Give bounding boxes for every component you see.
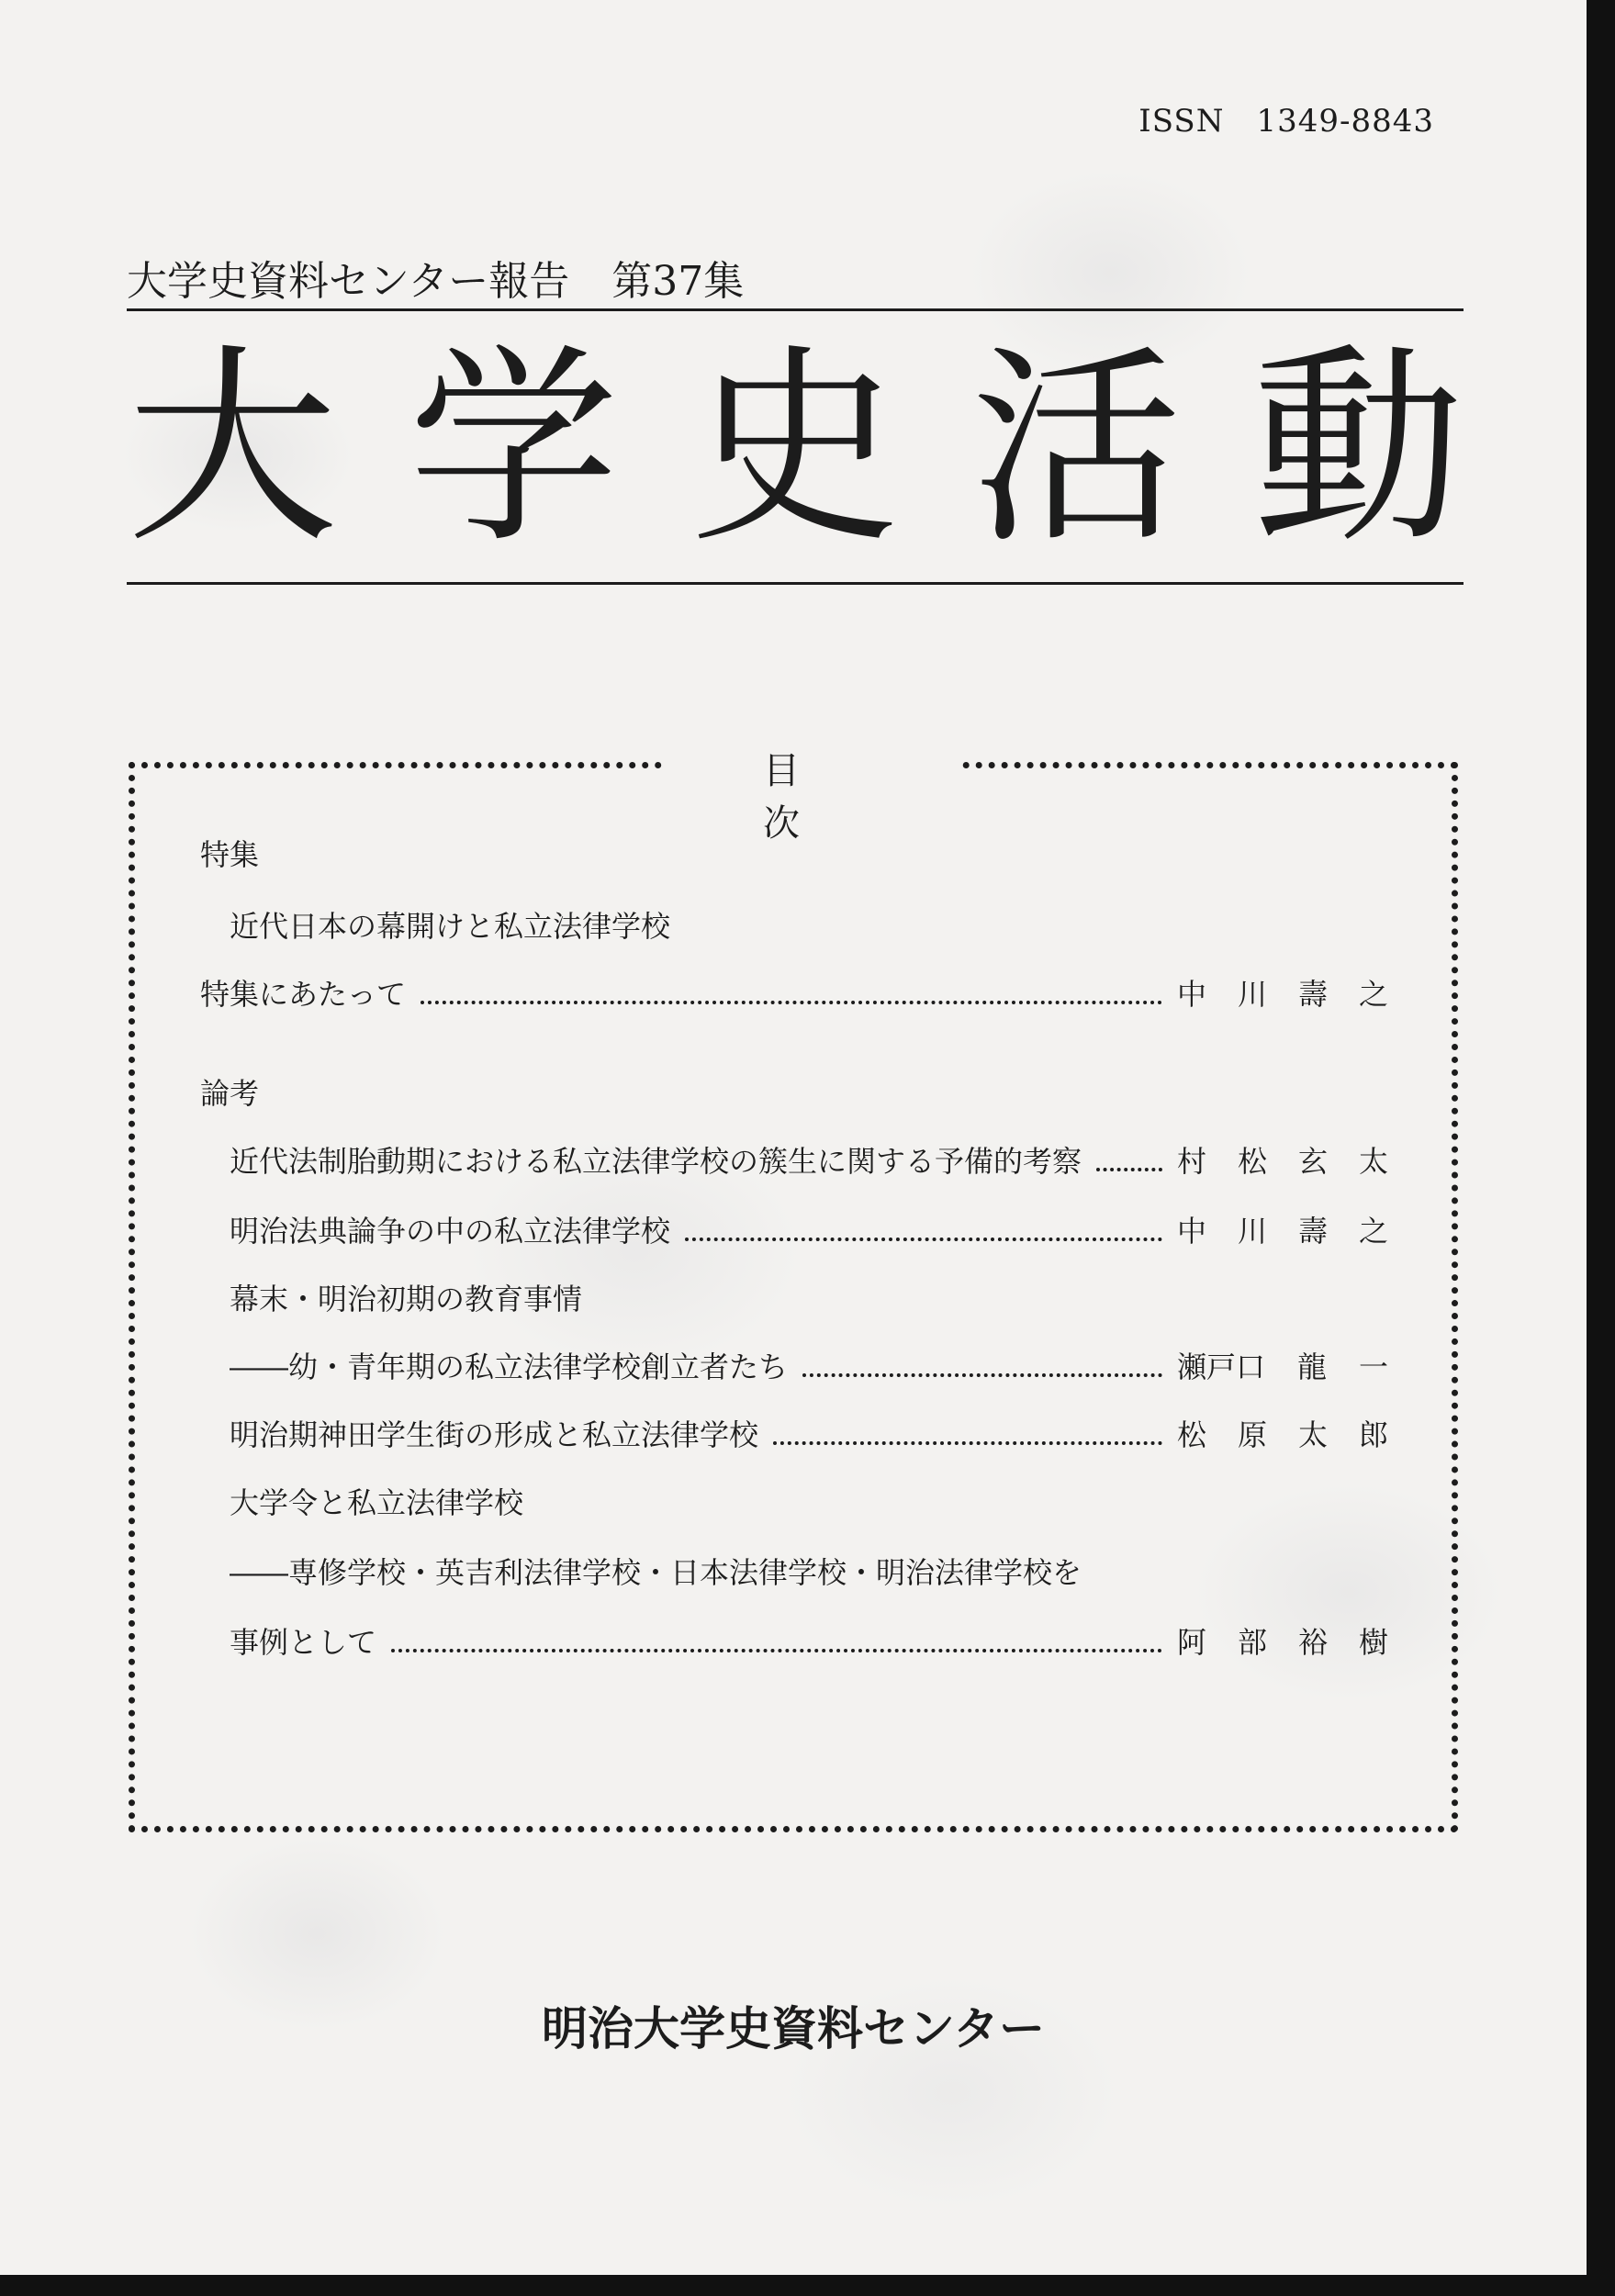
series-title bbox=[127, 248, 744, 307]
title-char: 活 bbox=[970, 327, 1183, 572]
feature-section-label: 特集 bbox=[200, 837, 260, 872]
dot-leader bbox=[685, 1238, 1162, 1241]
feature-title: 近代日本の幕開けと私立法律学校 bbox=[230, 909, 671, 944]
dot-leader bbox=[773, 1441, 1162, 1445]
toc-entry-article-4 bbox=[230, 1412, 1388, 1454]
entry-author: 瀬戸口 龍 一 bbox=[1177, 1350, 1388, 1384]
toc-entry-intro bbox=[200, 971, 1388, 1014]
dot-leader bbox=[391, 1649, 1162, 1652]
article-5-title-line-1: 大学令と私立法律学校 bbox=[230, 1485, 524, 1520]
title-char: 史 bbox=[689, 327, 901, 572]
series-number: 第37集 bbox=[611, 258, 745, 305]
publisher-name: 明治大学史資料センター bbox=[542, 2002, 1045, 2055]
scan-edge-right bbox=[1587, 0, 1615, 2296]
entry-title: ――幼・青年期の私立法律学校創立者たち bbox=[230, 1350, 789, 1384]
issn-number: ISSN 1349-8843 bbox=[1138, 103, 1434, 140]
toc-heading: 目次 bbox=[667, 742, 960, 846]
entry-author: 松 原 太 郎 bbox=[1177, 1417, 1388, 1452]
dot-leader bbox=[802, 1373, 1162, 1377]
toc-entry-article-2 bbox=[230, 1208, 1388, 1250]
journal-title bbox=[127, 327, 1464, 572]
entry-title: 特集にあたって bbox=[200, 977, 407, 1012]
article-3-title-line-1: 幕末・明治初期の教育事情 bbox=[230, 1282, 583, 1316]
toc-entry-article-5 bbox=[230, 1619, 1388, 1662]
articles-section-label: 論考 bbox=[200, 1076, 260, 1111]
entry-title: 事例として bbox=[230, 1625, 377, 1660]
entry-author: 村 松 玄 太 bbox=[1177, 1144, 1388, 1179]
article-5-title-line-2: ――専修学校・英吉利法律学校・日本法律学校・明治法律学校を bbox=[230, 1555, 1082, 1590]
title-char: 大 bbox=[127, 327, 339, 572]
entry-title: 明治期神田学生街の形成と私立法律学校 bbox=[230, 1417, 759, 1452]
entry-author: 阿 部 裕 樹 bbox=[1177, 1625, 1388, 1660]
dot-leader bbox=[421, 1001, 1162, 1004]
entry-author: 中 川 壽 之 bbox=[1177, 1214, 1388, 1249]
toc-entry-article-1 bbox=[230, 1138, 1388, 1181]
scan-edge-bottom bbox=[0, 2275, 1615, 2296]
toc-entry-article-3 bbox=[230, 1344, 1388, 1386]
entry-title: 近代法制胎動期における私立法律学校の簇生に関する予備的考察 bbox=[230, 1144, 1082, 1179]
entry-title: 明治法典論争の中の私立法律学校 bbox=[230, 1214, 671, 1249]
series-name: 大学史資料センター報告 bbox=[127, 258, 570, 305]
dot-leader bbox=[1096, 1168, 1162, 1171]
entry-author: 中 川 壽 之 bbox=[1177, 977, 1388, 1012]
bottom-rule bbox=[127, 582, 1464, 585]
title-char: 学 bbox=[408, 327, 620, 572]
title-char: 動 bbox=[1251, 327, 1464, 572]
top-rule bbox=[127, 308, 1464, 311]
